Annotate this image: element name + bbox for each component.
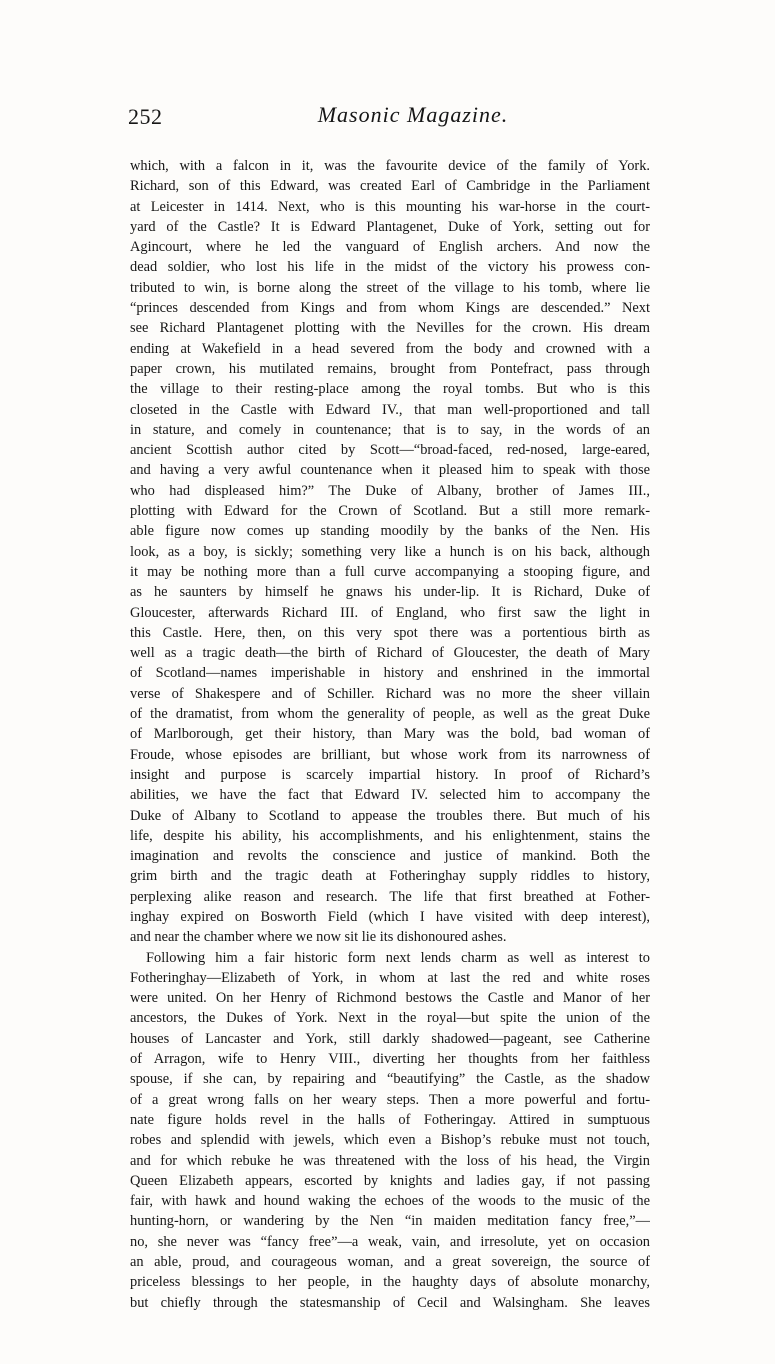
text-line: Fotheringhay—Elizabeth of York, in whom at last the red and white roses	[130, 969, 650, 986]
text-line: Gloucester, afterwards Richard III. of England, who first saw the light in	[130, 604, 650, 621]
text-line: as he saunters by himself he gnaws his under-lip. It is Richard, Duke of	[130, 584, 650, 601]
text-line: dead soldier, who lost his life in the midst of the victory his prowess con-	[130, 259, 650, 276]
running-title: Masonic Magazine.	[317, 102, 509, 127]
text-line: paper crown, his mutilated remains, brought from Pontefract, pass through	[130, 360, 650, 377]
text-line: no, she never was “fancy free”—a weak, vain, and irresolute, yet on occasion	[130, 1233, 650, 1250]
text-line: Queen Elizabeth appears, escorted by knights and ladies gay, if not passing	[130, 1172, 650, 1189]
text-line: of Scotland—names imperishable in history and enshrined in the immortal	[130, 665, 650, 682]
text-line: abilities, we have the fact that Edward IV. selected him to accompany the	[130, 787, 650, 804]
article-body	[130, 156, 650, 1313]
text-line: this Castle. Here, then, on this very spot there was a portentious birth as	[130, 624, 650, 641]
text-line: Duke of Albany to Scotland to appease the troubles there. But much of his	[130, 807, 650, 824]
text-line: who had displeased him?” The Duke of Albany, brother of James III.,	[130, 482, 650, 499]
text-line: of Arragon, wife to Henry VIII., diverting her thoughts from her faithless	[130, 1051, 650, 1068]
text-line: Froude, whose episodes are brilliant, but whose work from its narrowness of	[130, 746, 650, 763]
text-line: inghay expired on Bosworth Field (which I have visited with deep interest),	[130, 908, 650, 925]
text-line: tributed to win, is borne along the street of the village to his tomb, where lie	[130, 279, 650, 296]
text-line: of a great wrong falls on her weary steps. Then a more powerful and fortu-	[130, 1091, 650, 1108]
text-line: in stature, and comely in countenance; that is to say, in the words of an	[130, 421, 650, 438]
text-line: an able, proud, and courageous woman, and a great sovereign, the source of	[130, 1254, 650, 1271]
text-line: grim birth and the tragic death at Fotheringhay supply riddles to history,	[130, 868, 650, 885]
text-line: robes and splendid with jewels, which even a Bishop’s rebuke must not touch,	[130, 1132, 650, 1149]
text-line: but chiefly through the statesmanship of Cecil and Walsingham. She leaves	[130, 1294, 650, 1311]
text-line: insight and purpose is scarcely impartial history. In proof of Richard’s	[130, 766, 650, 783]
text-line: life, despite his ability, his accomplishments, and his enlightenment, stains the	[130, 827, 650, 844]
text-line: see Richard Plantagenet plotting with the Nevilles for the crown. His dream	[130, 320, 650, 337]
text-line: well as a tragic death—the birth of Richard of Gloucester, the death of Mary	[130, 645, 650, 662]
page-number: 252	[128, 104, 163, 129]
text-line: look, as a boy, is sickly; something very like a hunch is on his back, although	[130, 543, 650, 560]
text-line: the village to their resting-place among the royal tombs. But who is this	[130, 381, 650, 398]
text-line: ancient Scottish author cited by Scott—“broad-faced, red-nosed, large-eared,	[130, 442, 650, 459]
text-line: “princes descended from Kings and from whom Kings are descended.” Next	[130, 300, 650, 317]
text-line: closeted in the Castle with Edward IV., that man well-proportioned and tall	[130, 401, 650, 418]
text-line: plotting with Edward for the Crown of Scotland. But a still more remark-	[130, 503, 650, 520]
text-line: hunting-horn, or wandering by the Nen “in maiden meditation fancy free,”—	[130, 1213, 650, 1230]
text-line: nate figure holds revel in the halls of Fotheringay. Attired in sumptuous	[130, 1111, 650, 1128]
text-line: it may be nothing more than a full curve accompanying a stooping figure, and	[130, 563, 650, 580]
text-line: imagination and revolts the conscience and justice of mankind. Both the	[130, 848, 650, 865]
text-line: at Leicester in 1414. Next, who is this mounting his war-horse in the court-	[130, 198, 650, 215]
text-line: perplexing alike reason and research. The life that first breathed at Fother-	[130, 888, 650, 905]
text-line: Following him a fair historic form next lends charm as well as interest to	[146, 949, 650, 966]
text-line: Agincourt, where he led the vanguard of English archers. And now the	[130, 239, 650, 256]
text-line: and for which rebuke he was threatened with the loss of his head, the Virgin	[130, 1152, 650, 1169]
page-header	[128, 100, 648, 134]
text-line: ending at Wakefield in a head severed from the body and crowned with a	[130, 340, 650, 357]
text-line: of the dramatist, from whom the generality of people, as well as the great Duke	[130, 706, 650, 723]
text-line: able figure now comes up standing moodily by the banks of the Nen. His	[130, 523, 650, 540]
text-line: verse of Shakespere and of Schiller. Richard was no more the sheer villain	[130, 685, 650, 702]
text-line: and having a very awful countenance when it pleased him to speak with those	[130, 462, 650, 479]
text-line: and near the chamber where we now sit lie its dishonoured ashes.	[130, 929, 507, 946]
text-line: priceless blessings to her people, in the haughty days of absolute monarchy,	[130, 1274, 650, 1291]
text-line: of Marlborough, get their history, than Mary was the bold, bad woman of	[130, 726, 650, 743]
text-line: fair, with hawk and hound waking the echoes of the woods to the music of the	[130, 1193, 650, 1210]
text-line: ancestors, the Dukes of York. Next in the royal—but spite the union of the	[130, 1010, 650, 1027]
text-line: were united. On her Henry of Richmond bestows the Castle and Manor of her	[130, 990, 650, 1007]
text-line: which, with a falcon in it, was the favourite device of the family of York.	[130, 158, 650, 174]
text-line: spouse, if she can, by repairing and “beautifying” the Castle, as the shadow	[130, 1071, 650, 1088]
text-line: yard of the Castle? It is Edward Plantagenet, Duke of York, setting out for	[130, 218, 650, 235]
text-line: houses of Lancaster and York, still darkly shadowed—pageant, see Catherine	[130, 1030, 650, 1047]
text-line: Richard, son of this Edward, was created Earl of Cambridge in the Parliament	[130, 178, 650, 195]
